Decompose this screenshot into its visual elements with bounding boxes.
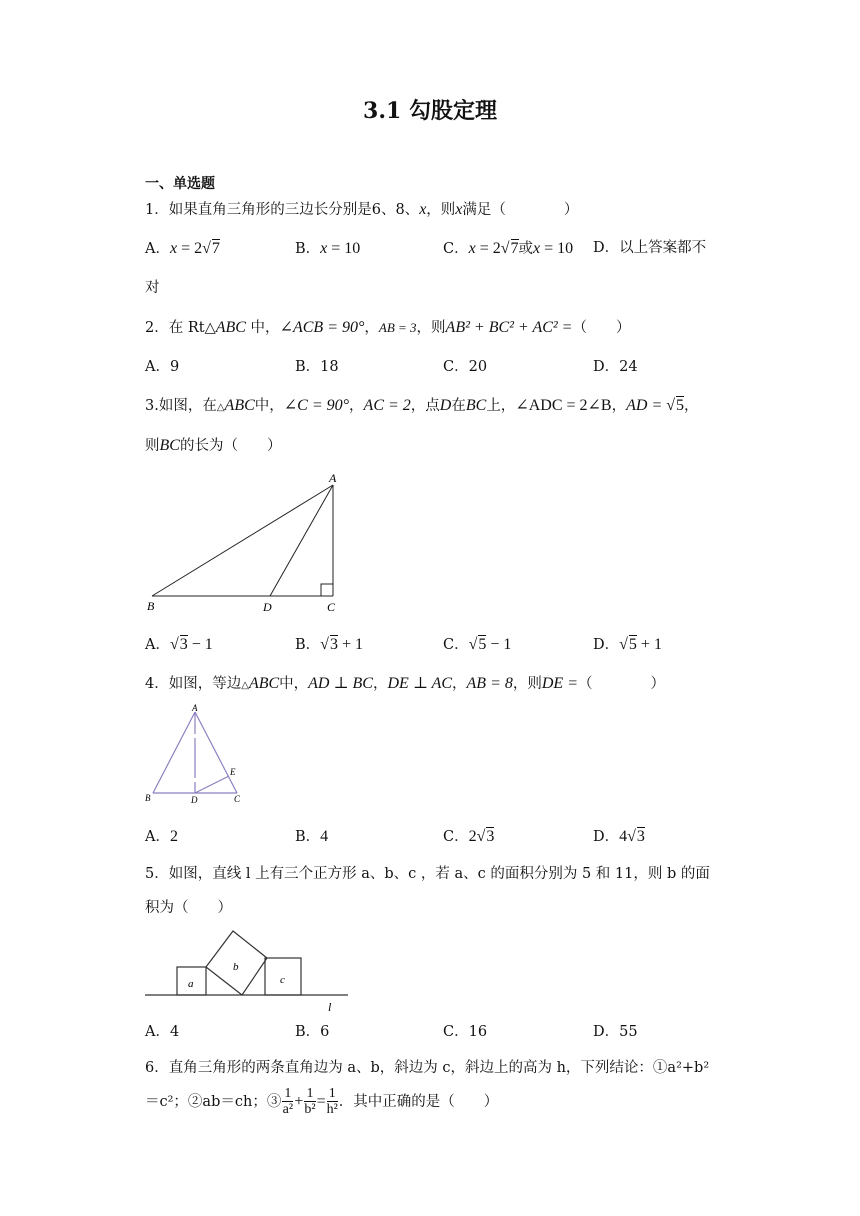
q4-option-a: A．2: [145, 828, 178, 845]
q2-option-c: C．20: [443, 359, 488, 375]
question-6-stem-line-2: ＝c²；②ab＝ch；③ $\frac{1}{\text{a²}}$ + $\frac{1}{\text{b²}}$ = $\frac{1}{\text{h²}}$ ．其中正确的是（ ）: [145, 1086, 499, 1118]
q3-label-b: B: [147, 599, 155, 613]
q5-label-b: b: [233, 961, 239, 973]
fraction-1-over-a2: $\frac{1}{\text{a²}}$: [282, 1086, 294, 1118]
q4-label-e: E: [230, 767, 236, 777]
q4-option-d: D．4√3: [593, 828, 645, 845]
q1-option-a: A．x = 2√7: [145, 240, 220, 257]
question-4-stem: 4．如图，等边△ABC中，AD ⊥ BC，DE ⊥ AC，AB = 8，则DE =（ ）: [145, 675, 665, 692]
q1-option-d: D．以上答案都不: [593, 240, 707, 256]
question-5-stem-line-1: 5．如图，直线 l 上有三个正方形 a、b、c ，若 a、c 的面积分别为 5 和 11，则 b 的面: [145, 866, 710, 882]
q4-label-d: D: [191, 795, 198, 805]
q1-option-d-continued: 对: [145, 280, 160, 296]
q5-label-c: c: [280, 974, 285, 986]
q5-option-d: D．55: [593, 1024, 638, 1040]
question-5-stem-line-2: 积为（ ）: [145, 900, 232, 916]
question-3-stem-line-2: 则BC的长为（ ）: [145, 437, 282, 454]
fraction-1-over-h2: $\frac{1}{\text{h²}}$: [326, 1086, 338, 1118]
q3-label-c: C: [327, 600, 336, 614]
q4-equilateral-triangle-figure: [145, 703, 255, 808]
q5-label-a: a: [188, 978, 194, 990]
q1-option-b: B．x = 10: [295, 240, 361, 257]
page-title: 3.1 勾股定理: [363, 98, 497, 124]
q4-option-b: B．4: [295, 828, 329, 845]
section-heading: 一、单选题: [145, 176, 215, 192]
q4-label-b: B: [145, 793, 151, 803]
q2-option-b: B．18: [295, 359, 339, 375]
q3-triangle-figure: [145, 470, 345, 615]
q3-option-d: D．√5 + 1: [593, 636, 662, 653]
fraction-1-over-b2: $\frac{1}{\text{b²}}$: [304, 1086, 316, 1118]
q5-option-c: C．16: [443, 1024, 488, 1040]
q5-option-b: B．6: [295, 1024, 330, 1040]
question-3-stem-line-1: 3.如图，在△ABC中，∠C = 90°，AC = 2，点D在BC上，∠ADC = 2∠B，AD = √5，: [145, 397, 699, 414]
q2-option-d: D．24: [593, 359, 638, 375]
q3-label-a: A: [329, 471, 337, 485]
question-1-stem: 1．如果直角三角形的三边长分别是6、8、x，则x满足（ ）: [145, 201, 579, 218]
q3-label-d: D: [263, 600, 272, 614]
q3-option-c: C．√5 − 1: [443, 636, 512, 653]
q5-squares-on-line-figure: [145, 925, 355, 1020]
q2-option-a: A．9: [145, 359, 180, 375]
q4-label-c: C: [234, 794, 241, 804]
q4-label-a: A: [192, 703, 198, 713]
question-6-stem-line-1: 6．直角三角形的两条直角边为 a、b，斜边为 c，斜边上的高为 h，下列结论：①a²+b²: [145, 1060, 710, 1076]
q3-option-a: A．√3 − 1: [145, 636, 213, 653]
q4-option-c: C．2√3: [443, 828, 495, 845]
q5-label-l: l: [328, 1000, 332, 1014]
q3-option-b: B．√3 + 1: [295, 636, 363, 653]
q1-option-c: C．x = 2√7或x = 10: [443, 240, 574, 257]
question-2-stem: 2．在 Rt△ABC 中，∠ACB = 90°，AB = 3，则AB² + BC² + AC² =（ ）: [145, 319, 631, 336]
q5-option-a: A．4: [145, 1024, 180, 1040]
